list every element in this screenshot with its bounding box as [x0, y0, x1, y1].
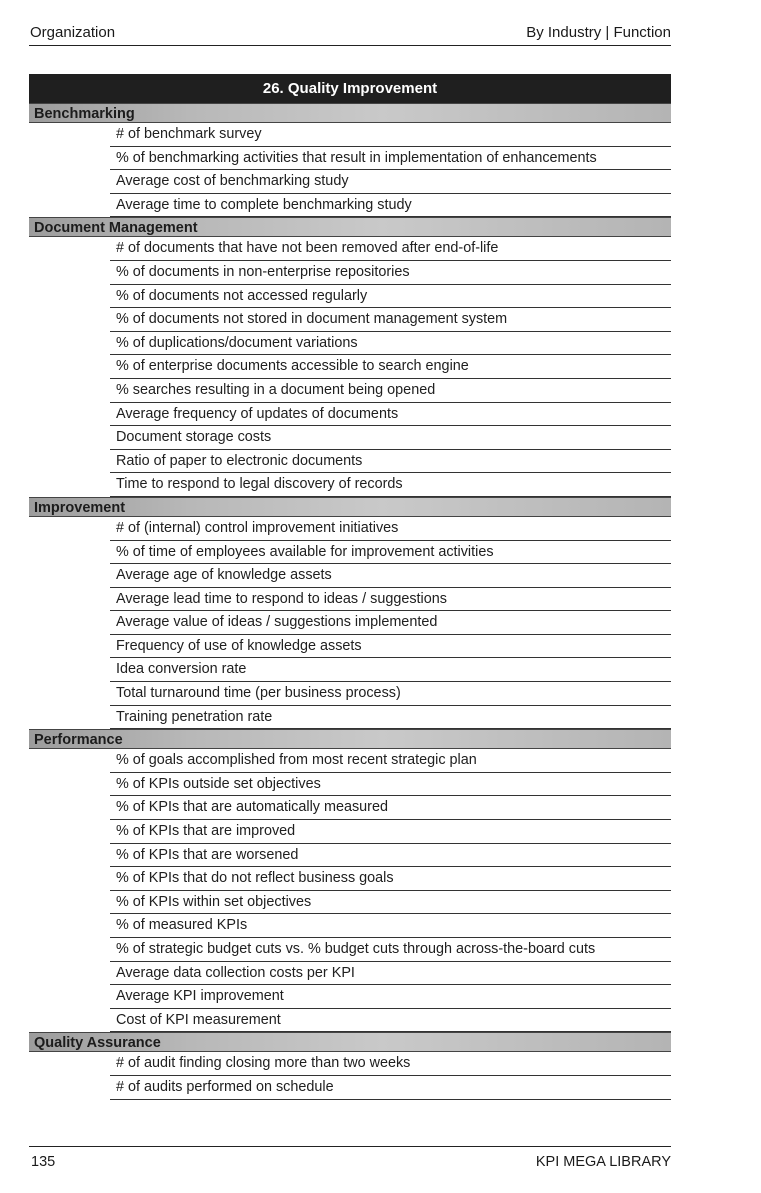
- list-item: Ratio of paper to electronic documents: [110, 450, 671, 474]
- list-item: % of KPIs outside set objectives: [110, 773, 671, 797]
- list-item: Idea conversion rate: [110, 658, 671, 682]
- list-item: % of documents in non-enterprise repositories: [110, 261, 671, 285]
- list-item: Total turnaround time (per business process): [110, 682, 671, 706]
- list-item: % of time of employees available for improvement activities: [110, 541, 671, 565]
- section-items: [110, 517, 671, 729]
- list-item: # of audits performed on schedule: [110, 1076, 671, 1100]
- list-item: Average frequency of updates of documents: [110, 403, 671, 427]
- section-header: Performance: [29, 729, 671, 749]
- page-footer: [29, 1146, 671, 1176]
- list-item: Average age of knowledge assets: [110, 564, 671, 588]
- list-item: % searches resulting in a document being opened: [110, 379, 671, 403]
- list-item: % of measured KPIs: [110, 914, 671, 938]
- list-item: % of goals accomplished from most recent strategic plan: [110, 749, 671, 773]
- list-item: Average data collection costs per KPI: [110, 962, 671, 986]
- list-item: % of documents not accessed regularly: [110, 285, 671, 309]
- list-item: Average time to complete benchmarking study: [110, 194, 671, 218]
- list-item: % of KPIs that do not reflect business goals: [110, 867, 671, 891]
- list-item: Document storage costs: [110, 426, 671, 450]
- page-number: 135: [31, 1154, 56, 1170]
- section-header: Benchmarking: [29, 103, 671, 123]
- list-item: Average KPI improvement: [110, 985, 671, 1009]
- list-item: # of benchmark survey: [110, 123, 671, 147]
- section-items: [110, 237, 671, 497]
- section-items: [110, 123, 671, 217]
- list-item: Frequency of use of knowledge assets: [110, 635, 671, 659]
- book-title: KPI MEGA LIBRARY: [535, 1154, 671, 1170]
- list-item: % of KPIs that are worsened: [110, 844, 671, 868]
- list-item: % of strategic budget cuts vs. % budget cuts through across-the-board cuts: [110, 938, 671, 962]
- list-item: % of benchmarking activities that result in implementation of enhancements: [110, 147, 671, 171]
- list-item: % of KPIs within set objectives: [110, 891, 671, 915]
- list-item: % of KPIs that are automatically measured: [110, 796, 671, 820]
- table-title: 26. Quality Improvement: [29, 74, 671, 103]
- header-left-label: Organization: [30, 24, 116, 41]
- list-item: # of audit finding closing more than two weeks: [110, 1052, 671, 1076]
- section-header: Improvement: [29, 497, 671, 517]
- list-item: % of duplications/document variations: [110, 332, 671, 356]
- list-item: % of documents not stored in document management system: [110, 308, 671, 332]
- list-item: Average cost of benchmarking study: [110, 170, 671, 194]
- list-item: % of KPIs that are improved: [110, 820, 671, 844]
- kpi-table: [29, 74, 671, 1100]
- header-right-label: By Industry | Function: [526, 24, 671, 41]
- list-item: # of documents that have not been removed after end-of-life: [110, 237, 671, 261]
- list-item: Average value of ideas / suggestions implemented: [110, 611, 671, 635]
- table-sections: [29, 103, 671, 1100]
- list-item: % of enterprise documents accessible to search engine: [110, 355, 671, 379]
- list-item: Cost of KPI measurement: [110, 1009, 671, 1033]
- section-items: [110, 1052, 671, 1099]
- list-item: # of (internal) control improvement initiatives: [110, 517, 671, 541]
- page-header: [29, 22, 671, 46]
- section-header: Quality Assurance: [29, 1032, 671, 1052]
- section-header: Document Management: [29, 217, 671, 237]
- list-item: Average lead time to respond to ideas / suggestions: [110, 588, 671, 612]
- section-items: [110, 749, 671, 1032]
- list-item: Training penetration rate: [110, 706, 671, 730]
- list-item: Time to respond to legal discovery of records: [110, 473, 671, 497]
